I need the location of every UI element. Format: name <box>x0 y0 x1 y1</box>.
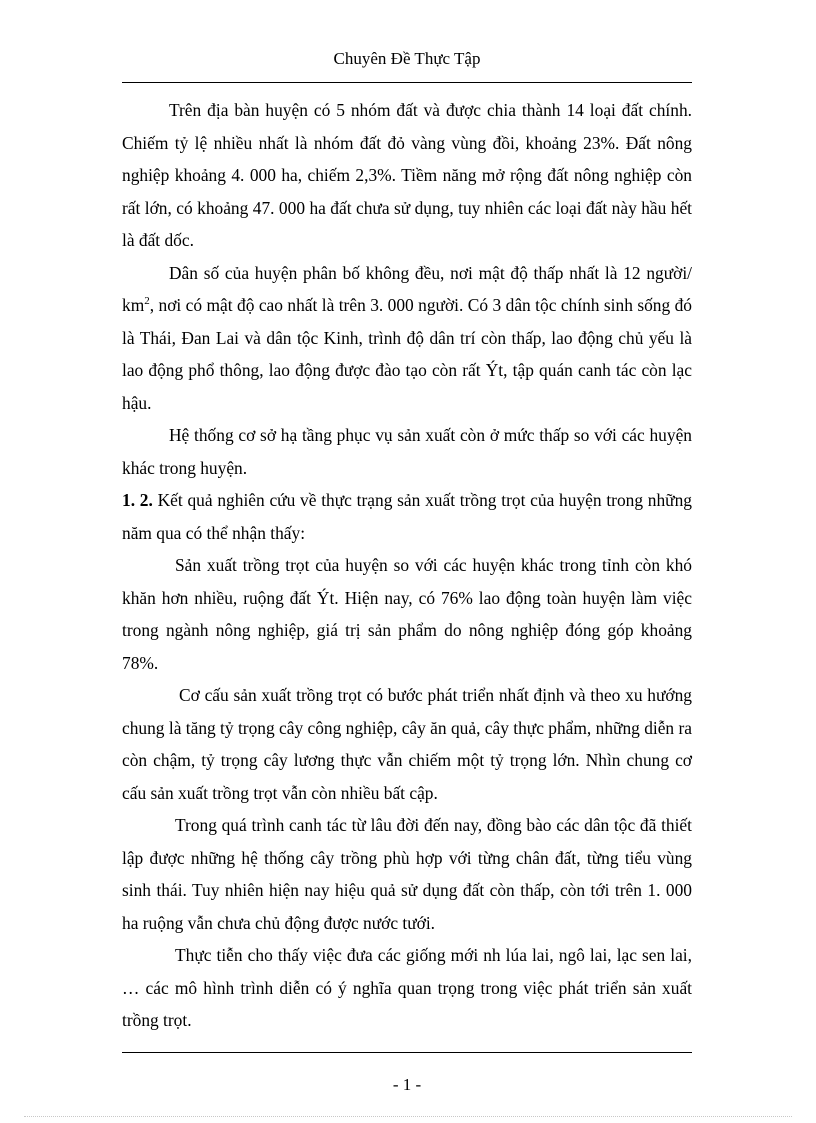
paragraph-cultivation-systems: Trong quá trình canh tác từ lâu đời đến nay, đồng bào các dân tộc đã thiết lập được những hệ thống cây trồng phù hợp với từng chân đất, từng tiểu vùng sinh thái. Tuy nhiên hiện nay hiệu quả sử dụng đất còn thấp, còn tới trên 1. 000 ha ruộng vẫn chưa chủ động được nước tưới. <box>122 815 692 933</box>
page-header-title: Chuyên Đề Thực Tập <box>333 49 481 68</box>
footer-divider <box>122 1052 692 1053</box>
page-bottom-edge <box>24 1116 792 1117</box>
document-body <box>122 94 692 1037</box>
page-number: - 1 - <box>392 1075 422 1094</box>
paragraph-practice: Thực tiễn cho thấy việc đưa các giống mới nh lúa lai, ngô lai, lạc sen lai, … các mô hình trình diễn có ý nghĩa quan trọng trong việc phát triển sản xuất trồng trọt. <box>122 945 692 1030</box>
superscript-square: 2 <box>144 295 150 308</box>
paragraph-crop-production: Sản xuất trồng trọt của huyện so với các huyện khác trong tỉnh còn khó khăn hơn nhiều, ruộng đất Ýt. Hiện nay, có 76% lao động toàn huyện làm việc trong ngành nông nghiệp, giá trị sản phẩm do nông nghiệp đóng góp khoảng 78%. <box>122 555 692 673</box>
paragraph-soil-groups: Trên địa bàn huyện có 5 nhóm đất và được chia thành 14 loại đất chính. Chiếm tỷ lệ nhiều nhất là nhóm đất đỏ vàng vùng đồi, khoảng 23%. Đất nông nghiệp khoảng 4. 000 ha, chiếm 2,3%. Tiềm năng mở rộng đất nông nghiệp còn rất lớn, có khoảng 47. 000 ha đất chưa sử dụng, tuy nhiên các loại đất này hầu hết là đất dốc. <box>122 100 692 250</box>
population-text-start: Dân số của huyện phân bố không đều, nơi mật độ thấp nhất là 12 người/ km <box>122 262 692 315</box>
section-number: 1. 2. <box>122 490 153 510</box>
population-text-end: , nơi có mật độ cao nhất là trên 3. 000 người. Có 3 dân tộc chính sinh sống đó là Thái, Đan Lai và dân tộc Kinh, trình độ dân trí còn thấp, lao động chủ yếu là lao động phổ thông, lao động được đào tạo còn rất Ýt, tập quán canh tác còn lạc hậu. <box>122 295 692 413</box>
paragraph-crop-structure: Cơ cấu sản xuất trồng trọt có bước phát triển nhất định và theo xu hướng chung là tăng tỷ trọng cây công nghiệp, cây ăn quả, cây thực phẩm, những diễn ra còn chậm, tỷ trọng cây lương thực vẫn chiếm một tỷ trọng lớn. Nhìn chung cơ cấu sản xuất trồng trọt vẫn còn nhiều bất cập. <box>122 685 692 803</box>
section-text: Kết quả nghiên cứu về thực trạng sản xuất trồng trọt của huyện trong những năm qua có thể nhận thấy: <box>122 490 692 543</box>
paragraph-infrastructure: Hệ thống cơ sở hạ tầng phục vụ sản xuất còn ở mức thấp so với các huyện khác trong huyện. <box>122 425 692 478</box>
paragraph-population <box>122 257 692 420</box>
header-divider <box>122 82 692 83</box>
paragraph-section-1-2 <box>122 484 692 549</box>
